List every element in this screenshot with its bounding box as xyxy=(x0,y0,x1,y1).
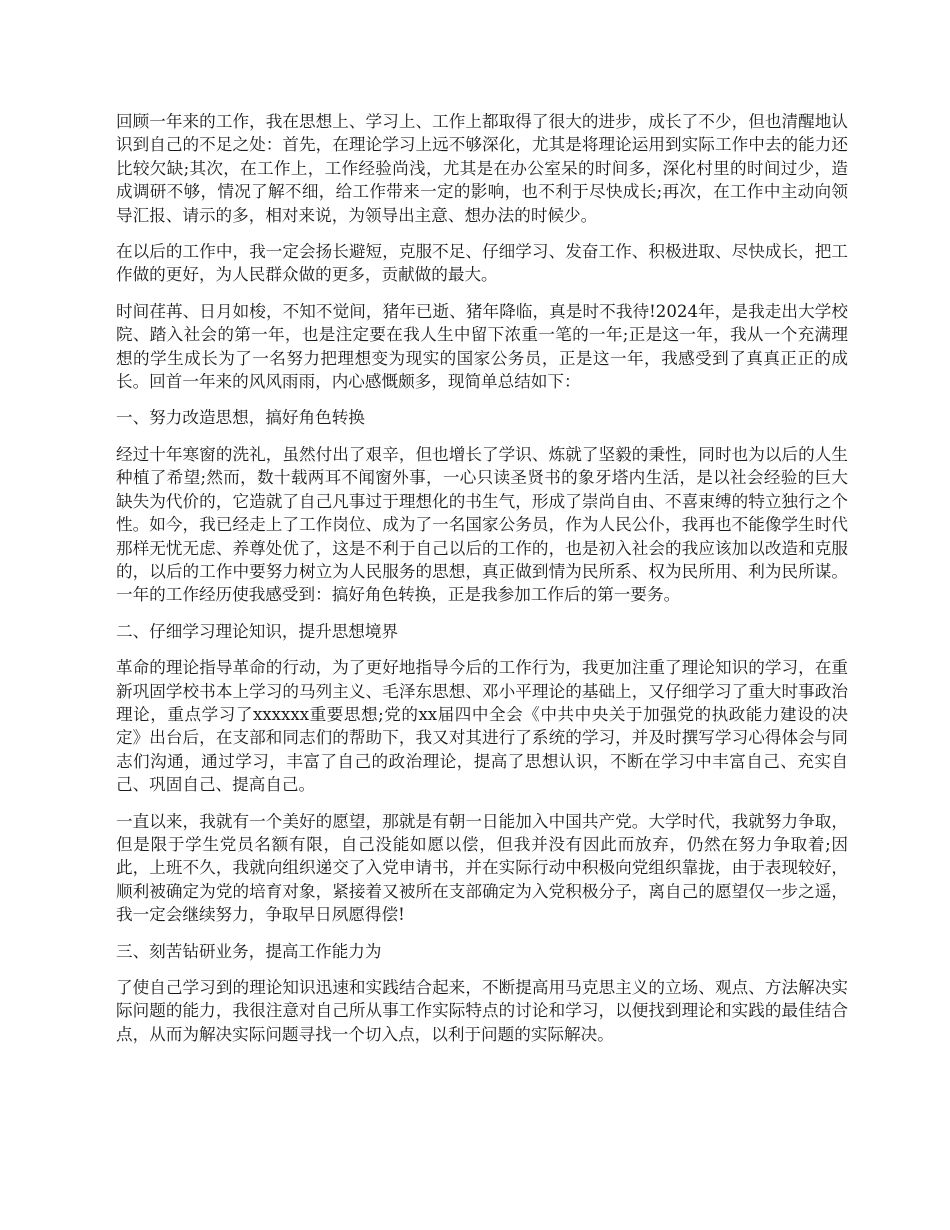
section-heading-2: 二、仔细学习理论知识，提升思想境界 xyxy=(116,621,399,641)
section-heading-1: 一、努力改造思想，搞好角色转换 xyxy=(116,408,365,428)
paragraph-practice: 了使自己学习到的理论知识迅速和实践结合起来，不断提高用马克思主义的立场、观点、方法解决实际问题的能力，我很注意对自己所从事工作实际特点的讨论和学习，以便找到理论和实践的最佳结合点，从而为解决实际问题寻找一个切入点，以利于问题的实际解决。 xyxy=(116,978,848,1044)
paragraph-introduction: 时间荏苒、日月如梭，不知不觉间，猪年已逝、猪年降临，真是时不我待!2024年，是我走出大学校院、踏入社会的第一年，也是注定要在我人生中留下浓重一笔的一年;正是这一年，我从一个充满理想的学生成长为了一名努力把理想变为现实的国家公务员，正是这一年，我感受到了真真正正的成长。回首一年来的风风雨雨，内心感慨颇多，现简单总结如下： xyxy=(116,301,848,392)
paragraph-review: 回顾一年来的工作，我在思想上、学习上、工作上都取得了很大的进步，成长了不少，但也清醒地认识到自己的不足之处：首先，在理论学习上远不够深化，尤其是将理论运用到实际工作中去的能力还比较欠缺;其次，在工作上，工作经验尚浅，尤其是在办公室呆的时间多，深化村里的时间过少，造成调研不够，情况了解不细，给工作带来一定的影响，也不利于尽快成长;再次，在工作中主动向领导汇报、请示的多，相对来说，为领导出主意、想办法的时候少。 xyxy=(116,112,848,225)
paragraph-party-wish: 一直以来，我就有一个美好的愿望，那就是有朝一日能加入中国共产党。大学时代，我就努力争取，但是限于学生党员名额有限，自己没能如愿以偿，但我并没有因此而放弃，仍然在努力争取着;因此，上班不久，我就向组织递交了入党申请书，并在实际行动中积极向党组织靠拢，由于表现较好，顺利被确定为党的培育对象，紧接着又被所在支部确定为入党积极分子，离自己的愿望仅一步之遥，我一定会继续努力，争取早日夙愿得偿! xyxy=(116,811,848,925)
document-body xyxy=(116,110,848,1059)
paragraph-role-change: 经过十年寒窗的洗礼，虽然付出了艰辛，但也增长了学识、炼就了坚毅的秉性，同时也为以后的人生种植了希望;然而，数十载两耳不闻窗外事，一心只读圣贤书的象牙塔内生活，是以社会经验的巨大缺失为代价的，它造就了自己凡事过于理想化的书生气，形成了崇尚自由、不喜束缚的特立独行之个性。如今，我已经走上了工作岗位、成为了一名国家公务员，作为人民公仆，我再也不能像学生时代那样无忧无虑、养尊处优了，这是不利于自己以后的工作的，也是初入社会的我应该加以改造和克服的，以后的工作中要努力树立为人民服务的思想，真正做到情为民所系、权为民所用、利为民所谋。一年的工作经历使我感受到：搞好角色转换，正是我参加工作后的第一要务。 xyxy=(116,444,848,605)
section-heading-3: 三、刻苦钻研业务，提高工作能力为 xyxy=(116,941,382,961)
paragraph-future-work: 在以后的工作中，我一定会扬长避短，克服不足、仔细学习、发奋工作、积极进取、尽快成长，把工作做的更好，为人民群众做的更多，贡献做的最大。 xyxy=(116,242,848,285)
paragraph-theory-study: 革命的理论指导革命的行动，为了更好地指导今后的工作行为，我更加注重了理论知识的学习，在重新巩固学校书本上学习的马列主义、毛泽东思想、邓小平理论的基础上，又仔细学习了重大时事政治理论，重点学习了xxxxxx重要思想;党的xx届四中全会《中共中央关于加强党的执政能力建设的决定》出台后，在支部和同志们的帮助下，我又对其进行了系统的学习，并及时撰写学习心得体会与同志们沟通，通过学习，丰富了自己的政治理论，提高了思想认识，不断在学习中丰富自己、充实自己、巩固自己、提高自己。 xyxy=(116,658,848,795)
